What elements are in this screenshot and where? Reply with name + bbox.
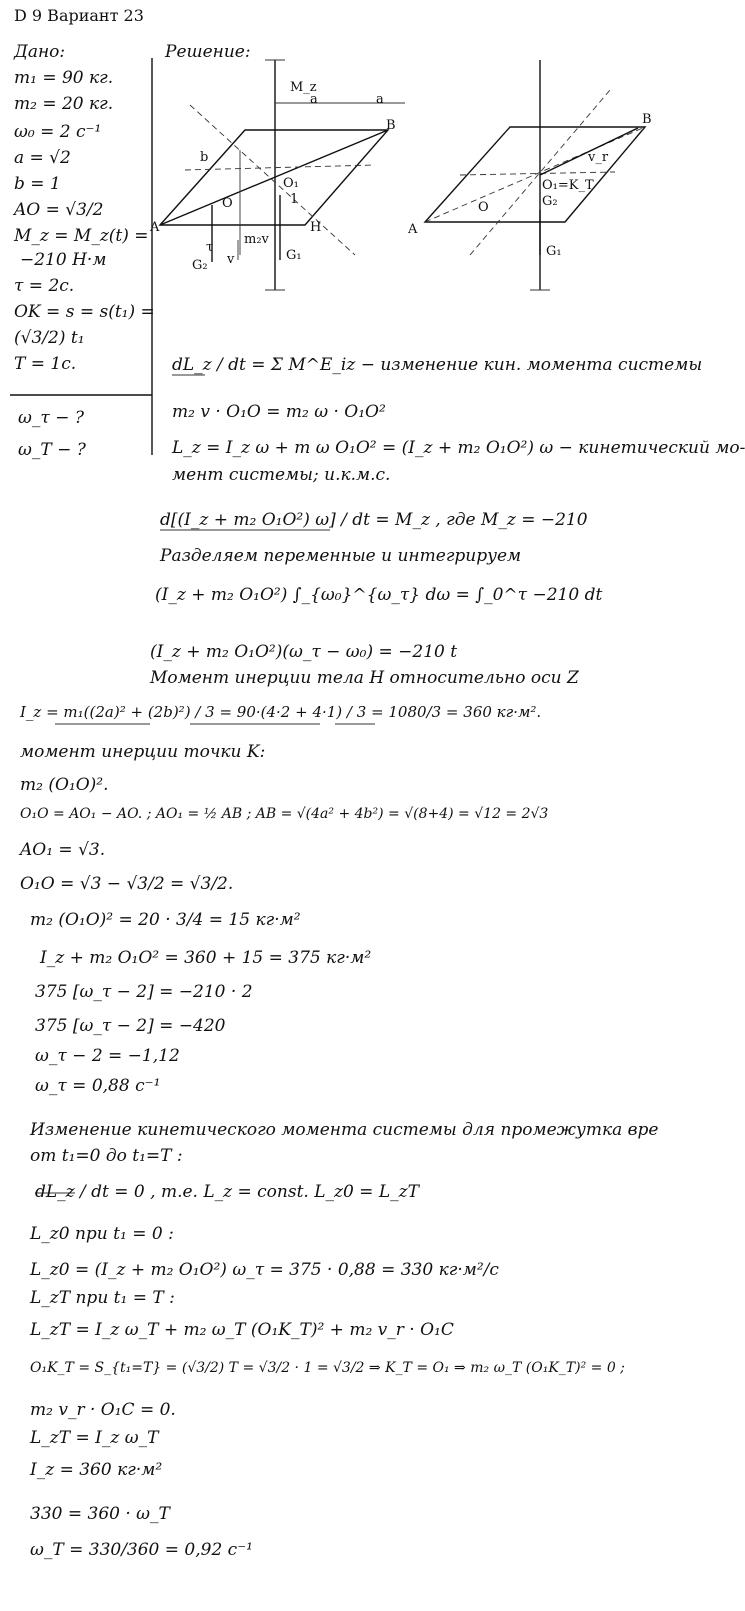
solution-line: от t₁=0 до t₁=T : — [30, 1146, 183, 1166]
unknown-item: ω_τ − ? — [18, 408, 84, 428]
solution-line: 375 [ω_τ − 2] = −420 — [35, 1016, 226, 1036]
solution-line: O₁K_T = S_{t₁=T} = (√3/2) T = √3/2 · 1 = √3/2 ⇒ K_T = O₁ ⇒ m₂ ω_T (O₁K_T)² = 0 ; — [30, 1360, 625, 1376]
diagram-label: O — [478, 200, 489, 215]
solution-line: ω_τ = 0,88 c⁻¹ — [35, 1076, 161, 1096]
given-item: m₁ = 90 кг. — [14, 68, 114, 88]
solution-line: (I_z + m₂ O₁O²) ∫_{ω₀}^{ω_τ} dω = ∫_0^τ −210 dt — [155, 585, 603, 605]
solution-line: m₂ (O₁O)² = 20 · 3/4 = 15 кг·м² — [30, 910, 301, 930]
given-heading: Дано: — [14, 42, 66, 62]
solution-line: dL_z / dt = 0 , т.е. L_z = const. L_z0 = L_zT — [35, 1182, 419, 1202]
diagram-label: m₂v — [244, 232, 269, 247]
solution-line: O₁O = AO₁ − AO. ; AO₁ = ½ AB ; AB = √(4a² + 4b²) = √(8+4) = √12 = 2√3 — [20, 806, 549, 822]
diagram-label: O — [222, 196, 233, 211]
given-item: a = √2 — [14, 148, 71, 168]
solution-line: AO₁ = √3. — [20, 840, 106, 860]
diagram-label: B — [386, 118, 396, 133]
solution-heading: Решение: — [165, 42, 251, 62]
diagram-label: a — [376, 92, 384, 107]
diagram-label: 1 — [290, 192, 299, 207]
solution-line: I_z = m₁((2a)² + (2b)²) / 3 = 90·(4·2 + 4·1) / 3 = 1080/3 = 360 кг·м². — [20, 703, 542, 721]
diagram-label: M_z — [290, 80, 317, 95]
solution-line: m₂ (O₁O)². — [20, 775, 109, 795]
solution-line: Изменение кинетического момента системы для промежутка вре — [30, 1120, 659, 1140]
diagram-label: v — [227, 252, 235, 267]
solution-line: ω_τ − 2 = −1,12 — [35, 1046, 180, 1066]
given-item: b = 1 — [14, 174, 61, 194]
given-item: T = 1c. — [14, 354, 77, 374]
page-title: D 9 Вариант 23 — [14, 6, 144, 25]
solution-line: L_zT при t₁ = T : — [30, 1288, 175, 1308]
solution-line: d[(I_z + m₂ O₁O²) ω] / dt = M_z , где M_z = −210 — [160, 510, 588, 530]
solution-line: (I_z + m₂ O₁O²)(ω_τ − ω₀) = −210 t — [150, 642, 458, 662]
given-item: ω₀ = 2 c⁻¹ — [14, 122, 102, 142]
solution-line: 375 [ω_τ − 2] = −210 · 2 — [35, 982, 253, 1002]
given-item: M_z = M_z(t) = — [14, 226, 149, 246]
diagram-label: A — [150, 220, 160, 235]
given-item: (√3/2) t₁ — [14, 328, 85, 348]
solution-line: момент инерции точки K: — [20, 742, 266, 762]
solution-line: m₂ v · O₁O = m₂ ω · O₁O² — [172, 402, 386, 422]
diagram-label: H — [310, 220, 322, 235]
solution-line: L_z0 = (I_z + m₂ O₁O²) ω_τ = 375 · 0,88 = 330 кг·м²/с — [30, 1260, 499, 1280]
given-item: τ = 2c. — [14, 276, 75, 296]
diagram-label: G₁ — [546, 244, 562, 259]
diagram-label: B — [642, 112, 652, 127]
diagram-label: A — [408, 222, 418, 237]
unknown-item: ω_T − ? — [18, 440, 86, 460]
solution-line: ω_T = 330/360 = 0,92 c⁻¹ — [30, 1540, 253, 1560]
solution-line: L_zT = I_z ω_T + m₂ ω_T (O₁K_T)² + m₂ v_r · O₁C — [30, 1320, 454, 1340]
solution-line: мент системы; и.к.м.с. — [172, 465, 391, 485]
right-diagram — [425, 60, 645, 290]
solution-line: L_zT = I_z ω_T — [30, 1428, 159, 1448]
diagram-label: b — [200, 150, 209, 165]
left-diagram — [160, 60, 405, 290]
solution-line: Разделяем переменные и интегрируем — [160, 546, 522, 566]
diagram-label: G₂ — [192, 258, 208, 273]
diagram-label: v_r — [588, 150, 609, 165]
diagram-label: G₁ — [286, 248, 302, 263]
solution-line: Момент инерции тела H относительно оси Z — [150, 668, 579, 688]
solution-line: I_z + m₂ O₁O² = 360 + 15 = 375 кг·м² — [40, 948, 372, 968]
solution-line: m₂ v_r · O₁C = 0. — [30, 1400, 176, 1420]
solution-line: L_z0 при t₁ = 0 : — [30, 1224, 174, 1244]
left-diagonal-ab — [160, 130, 388, 225]
given-item: −210 Н·м — [20, 250, 107, 270]
given-item: OK = s = s(t₁) = — [14, 302, 155, 322]
solution-line: L_z = I_z ω + m ω O₁O² = (I_z + m₂ O₁O²) ω − кинетический мо- — [172, 438, 745, 458]
solution-line: 330 = 360 · ω_T — [30, 1504, 170, 1524]
solution-line: I_z = 360 кг·м² — [30, 1460, 163, 1480]
diagram-label: O₁ — [283, 176, 299, 191]
diagram-label: τ — [206, 240, 214, 255]
diagram-label: O₁=K_T — [542, 178, 594, 193]
diagram-label: G₂ — [542, 194, 558, 209]
solution-line: dL_z / dt = Σ M^E_iz − изменение кин. момента системы — [172, 355, 703, 375]
given-item: m₂ = 20 кг. — [14, 94, 114, 114]
diagram-label: a — [310, 92, 318, 107]
solution-line: O₁O = √3 − √3/2 = √3/2. — [20, 874, 234, 894]
given-item: AO = √3/2 — [14, 200, 104, 220]
